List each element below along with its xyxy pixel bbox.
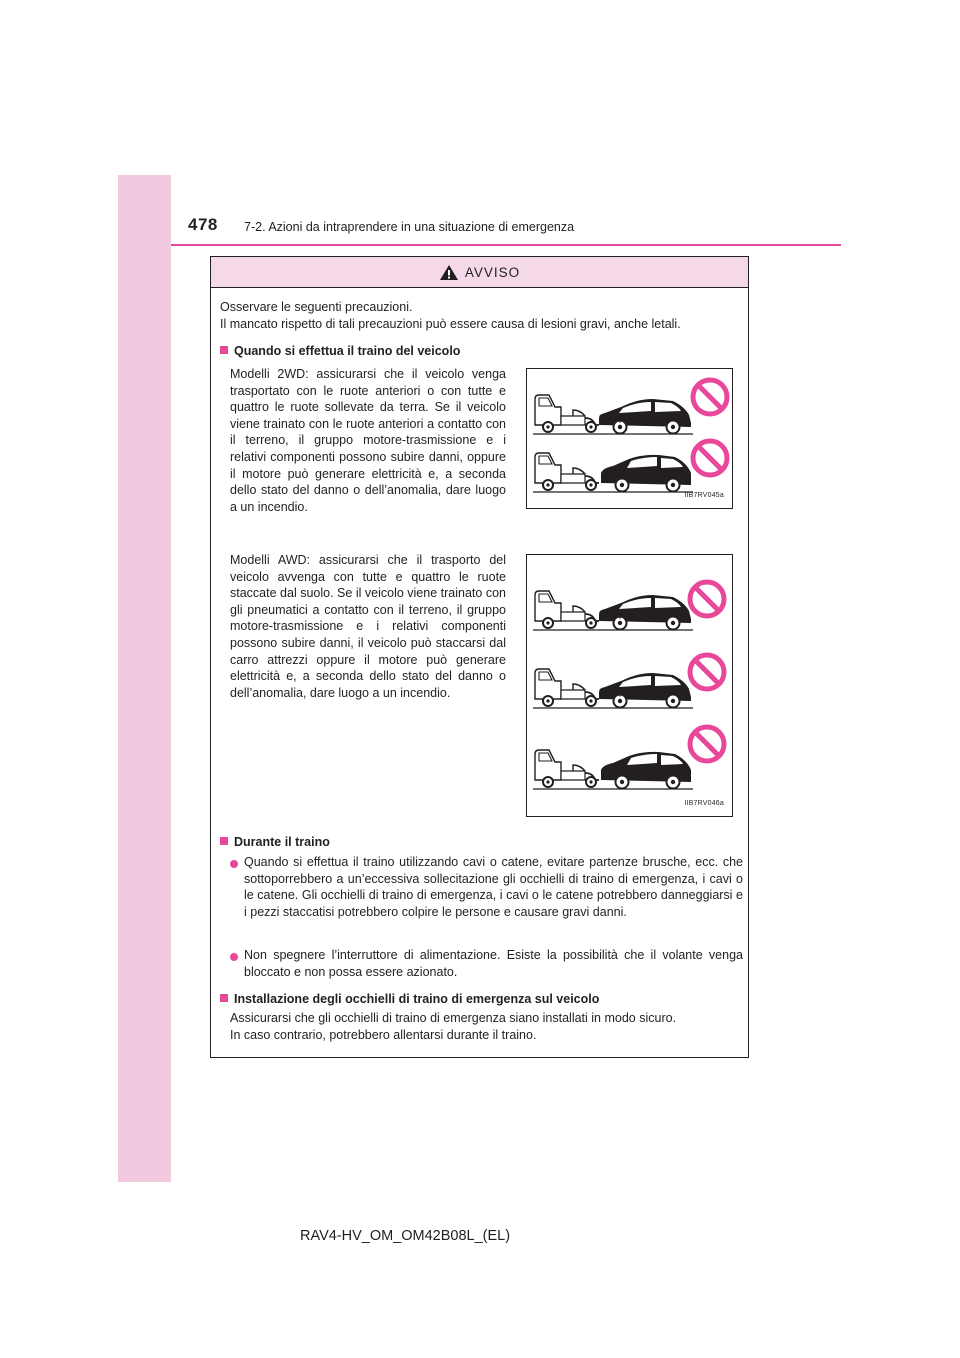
warning-intro [220, 299, 745, 332]
page-number: 478 [188, 215, 218, 234]
square-bullet-icon [220, 346, 228, 354]
prohibited-icon [693, 380, 727, 414]
tow-eyelet-text [230, 1010, 740, 1043]
warning-triangle-icon [439, 264, 459, 281]
header-rule [171, 244, 841, 246]
prohibited-icon [693, 441, 727, 475]
tow-truck-front-down-illustration [533, 591, 693, 630]
tow-truck-front-down-illustration [533, 669, 693, 708]
warning-box [210, 256, 749, 1058]
figure-code: IIB7RV046a [684, 800, 724, 808]
bullet-power-switch: Non spegnere l’interruttore di alimentazione. Esiste la possibilità che il volante venga bloccato e non possa essere azionato. [244, 948, 743, 979]
square-bullet-icon [220, 994, 228, 1002]
square-bullet-icon [220, 837, 228, 845]
tow-truck-front-down-illustration [533, 395, 693, 434]
figure-code: IIB7RV045a [684, 492, 724, 500]
section-heading-towing: Quando si effettua il traino del veicolo [220, 343, 460, 360]
round-bullet-icon [230, 953, 238, 961]
prohibited-icon [690, 655, 724, 689]
section-heading-tow-eyelet: Installazione degli occhielli di traino di emergenza sul veicolo [220, 991, 599, 1008]
footer-document-code: RAV4-HV_OM_OM42B08L_(EL) [300, 1228, 511, 1244]
warning-intro-line1: Osservare le seguenti precauzioni. [220, 300, 413, 314]
tow-truck-rear-down-illustration [533, 453, 693, 492]
bullet-avoid-sudden-starts: Quando si effettua il traino utilizzando cavi o catene, evitare partenze brusche, ecc. che sottoporrebbero a un’eccessiva sollecitazione gli occhielli di traino di emergenza, i cavi o le catene. Gli occhielli di traino di emergenza, i cavi o le catene potrebbero danneggiarsi e i pezzi staccatisi potrebbero colpire le persone e causare gravi danni. [244, 855, 743, 919]
figure-awd-towing [526, 554, 733, 817]
paragraph-2wd: Modelli 2WD: assicurarsi che il veicolo venga trasportato con le ruote anteriori o con tutte e quattro le ruote sollevate da terra. Se il veicolo viene trainato con le ruote anteriori a contatto con il terreno, il gruppo motore-trasmissione e i relativi componenti possono subire danni, oppure il motore può generare elettricità e, a seconda dello stato del danno o dell’anomalia, dare luogo a un incendio. [230, 367, 506, 514]
warning-title: AVVISO [464, 264, 521, 280]
prohibited-icon [690, 582, 724, 616]
tow-eyelet-line1: Assicurarsi che gli occhielli di traino di emergenza siano installati in modo sicuro. [230, 1011, 677, 1025]
tow-eyelet-line2: In caso contrario, potrebbero allentarsi durante il traino. [230, 1027, 537, 1042]
figure-2wd-towing [526, 368, 733, 509]
round-bullet-icon [230, 860, 238, 868]
warning-intro-line2: Il mancato rispetto di tali precauzioni può essere causa di lesioni gravi, anche letali. [220, 316, 681, 331]
section-heading-during-towing: Durante il traino [220, 834, 330, 851]
chapter-side-band [118, 175, 171, 1182]
section-title: 7-2. Azioni da intraprendere in una situazione di emergenza [244, 220, 575, 234]
prohibited-icon [690, 727, 724, 761]
warning-header [211, 257, 748, 288]
paragraph-awd: Modelli AWD: assicurarsi che il trasporto del veicolo avvenga con tutte e quattro le ruote staccate dal suolo. Se il veicolo viene trainato con gli pneumatici a contatto con il terreno, il gruppo motore-trasmissione e i relativi componenti possono subire danni, il veicolo può staccarsi dal carro attrezzi oppure il motore può generare elettricità e, a seconda dello stato del danno o dell’anomalia, dare luogo a un incendio. [230, 553, 506, 700]
tow-truck-rear-down-illustration [533, 750, 693, 789]
